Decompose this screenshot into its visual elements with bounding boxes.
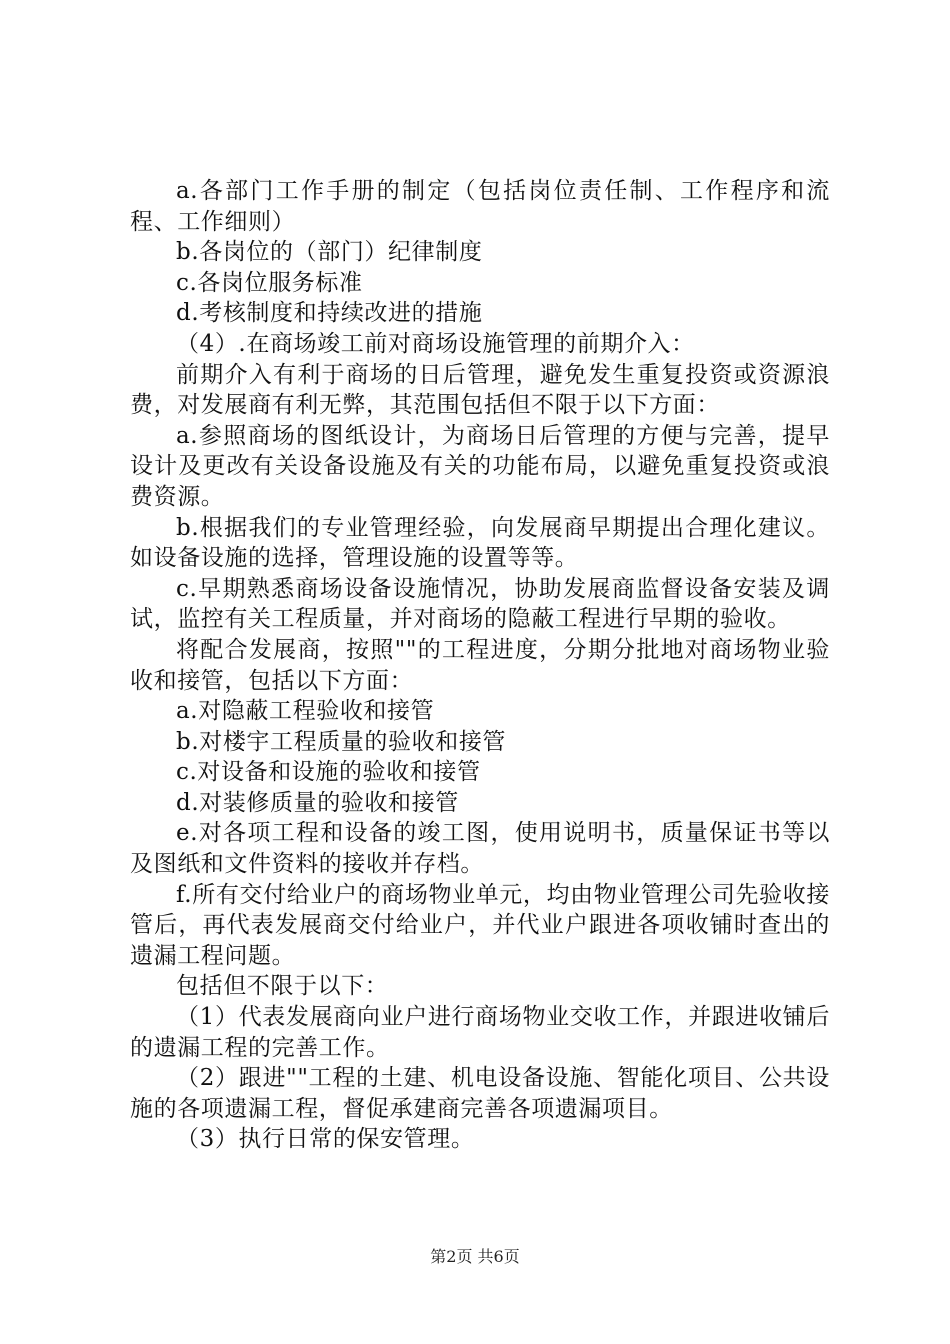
paragraph: （2）跟进""工程的土建、机电设备设施、智能化项目、公共设施的各项遗漏工程，督促承建商完善各项遗漏项目。 — [130, 1065, 830, 1122]
paragraph: d.考核制度和持续改进的措施 — [176, 300, 483, 327]
paragraph: a.对隐蔽工程验收和接管 — [176, 698, 435, 725]
paragraph: （3）执行日常的保安管理。 — [176, 1126, 475, 1153]
paragraph: b.根据我们的专业管理经验，向发展商早期提出合理化建议。如设备设施的选择，管理设施的设置等等。 — [130, 514, 830, 572]
page-footer: 第2页 共6页 — [430, 1247, 520, 1266]
document-body — [130, 176, 830, 1155]
paragraph: e.对各项工程和设备的竣工图，使用说明书，质量保证书等以及图纸和文件资料的接收并存档。 — [130, 820, 830, 878]
paragraph: d.对装修质量的验收和接管 — [176, 789, 459, 816]
paragraph: f.所有交付给业户的商场物业单元，均由物业管理公司先验收接管后，再代表发展商交付给业户，并代业户跟进各项收铺时查出的遗漏工程问题。 — [130, 881, 830, 969]
paragraph: 将配合发展商，按照""的工程进度，分期分批地对商场物业验收和接管，包括以下方面： — [130, 636, 830, 694]
paragraph: （1）代表发展商向业户进行商场物业交收工作，并跟进收铺后的遗漏工程的完善工作。 — [130, 1004, 830, 1061]
paragraph: c.对设备和设施的验收和接管 — [176, 759, 481, 786]
paragraph: a.参照商场的图纸设计，为商场日后管理的方便与完善，提早设计及更改有关设备设施及有关的功能布局，以避免重复投资或浪费资源。 — [130, 422, 830, 510]
paragraph: b.各岗位的（部门）纪律制度 — [176, 239, 483, 266]
paragraph: （4）.在商场竣工前对商场设施管理的前期介入： — [176, 330, 695, 357]
paragraph: b.对楼宇工程质量的验收和接管 — [176, 728, 507, 755]
paragraph: 前期介入有利于商场的日后管理，避免发生重复投资或资源浪费，对发展商有利无弊，其范围包括但不限于以下方面： — [130, 361, 830, 419]
paragraph: a.各部门工作手册的制定（包括岗位责任制、工作程序和流程、工作细则） — [130, 178, 830, 235]
paragraph: c.早期熟悉商场设备设施情况，协助发展商监督设备安装及调试，监控有关工程质量，并对商场的隐蔽工程进行早期的验收。 — [130, 575, 830, 633]
paragraph: 包括但不限于以下： — [176, 973, 389, 1000]
paragraph: c.各岗位服务标准 — [176, 269, 363, 296]
